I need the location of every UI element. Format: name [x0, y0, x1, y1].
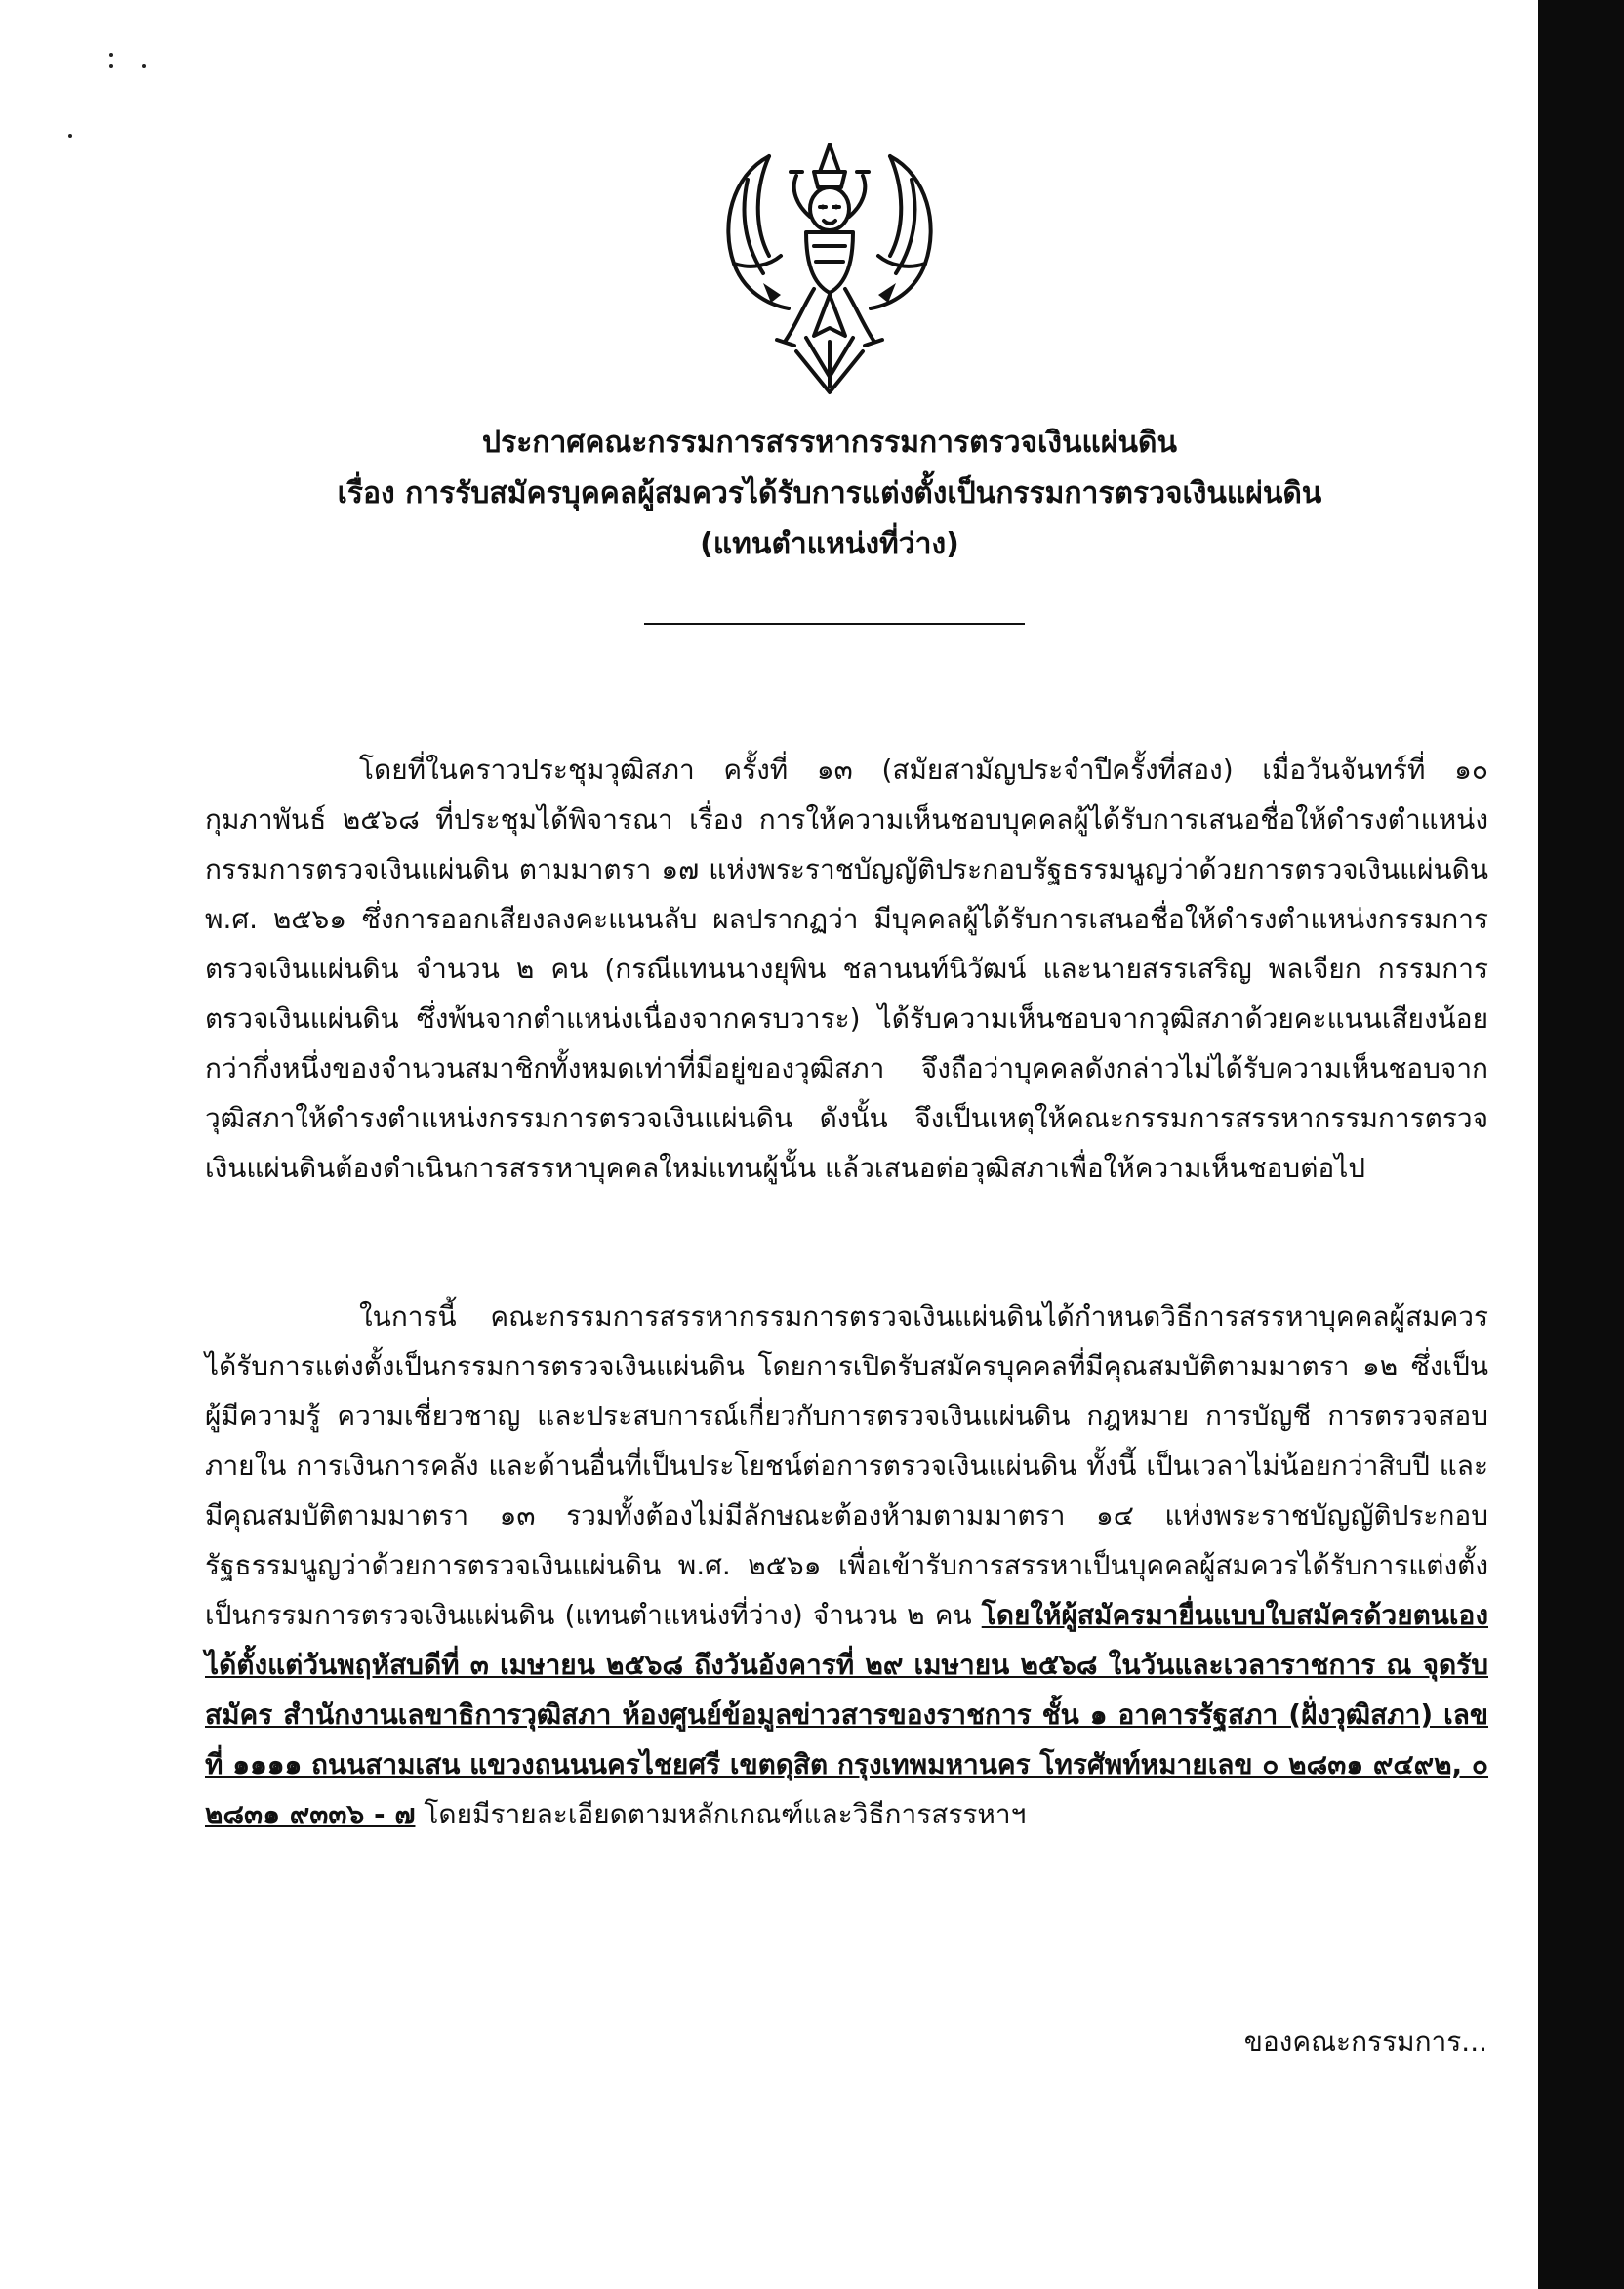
- announcement-title: [176, 418, 1483, 570]
- scan-speck: [109, 64, 113, 68]
- scan-right-edge: [1538, 0, 1624, 2289]
- application-details-underlined: โดยให้ผู้สมัครมายื่นแบบใบสมัครด้วยตนเองได้ตั้งแต่วันพฤหัสบดีที่ ๓ เมษายน ๒๕๖๘ ถึงวันอังคารที่ ๒๙ เมษายน ๒๕๖๘ ในวันและเวลาราชการ ณ จุดรับสมัคร สำนักงานเลขาธิการวุฒิสภา ห้องศูนย์ข้อมูลข่าวสารของราชการ ชั้น ๑ อาคารรัฐสภา (ฝั่งวุฒิสภา) เลขที่ ๑๑๑๑ ถนนสามเสน แขวงถนนนครไชยศรี เขตดุสิต กรุงเทพมหานคร โทรศัพท์หมายเลข ๐ ๒๘๓๑ ๙๔๙๒, ๐ ๒๘๓๑ ๙๓๓๖ - ๗: [205, 1599, 1489, 1830]
- page-continuation: ของคณะกรรมการ...: [1243, 2025, 1487, 2058]
- garuda-emblem-icon: [712, 137, 947, 400]
- body-paragraph-2: [205, 1291, 1488, 1839]
- paragraph-2-tail: โดยมีรายละเอียดตามหลักเกณฑ์และวิธีการสรรหาฯ: [415, 1798, 1027, 1830]
- title-divider: [644, 623, 1025, 625]
- scan-speck: [142, 64, 146, 68]
- scan-speck: [109, 53, 113, 57]
- body-paragraph-1: โดยที่ในคราวประชุมวุฒิสภา ครั้งที่ ๑๓ (สมัยสามัญประจำปีครั้งที่สอง) เมื่อวันจันทร์ที่ ๑๐ กุมภาพันธ์ ๒๕๖๘ ที่ประชุมได้พิจารณา เรื่อง การให้ความเห็นชอบบุคคลผู้ได้รับการเสนอชื่อให้ดำรงตำแหน่งกรรมการตรวจเงินแผ่นดิน ตามมาตรา ๑๗ แห่งพระราชบัญญัติประกอบรัฐธรรมนูญว่าด้วยการตรวจเงินแผ่นดิน พ.ศ. ๒๕๖๑ ซึ่งการออกเสียงลงคะแนนลับ ผลปรากฏว่า มีบุคคลผู้ได้รับการเสนอชื่อให้ดำรงตำแหน่งกรรมการตรวจเงินแผ่นดิน จำนวน ๒ คน (กรณีแทนนางยุพิน ชลานนท์นิวัฒน์ และนายสรรเสริญ พลเจียก กรรมการตรวจเงินแผ่นดิน ซึ่งพ้นจากตำแหน่งเนื่องจากครบวาระ) ได้รับความเห็นชอบจากวุฒิสภาด้วยคะแนนเสียงน้อยกว่ากึ่งหนึ่งของจำนวนสมาชิกทั้งหมดเท่าที่มีอยู่ของวุฒิสภา จึงถือว่าบุคคลดังกล่าวไม่ได้รับความเห็นชอบจากวุฒิสภาให้ดำรงตำแหน่งกรรมการตรวจเงินแผ่นดิน ดังนั้น จึงเป็นเหตุให้คณะกรรมการสรรหากรรมการตรวจเงินแผ่นดินต้องดำเนินการสรรหาบุคคลใหม่แทนผู้นั้น แล้วเสนอต่อวุฒิสภาเพื่อให้ความเห็นชอบต่อไป: [205, 754, 1488, 1184]
- title-line-3: (แทนตำแหน่งที่ว่าง): [700, 527, 959, 561]
- title-line-1: ประกาศคณะกรรมการสรรหากรรมการตรวจเงินแผ่นดิน: [482, 426, 1177, 460]
- paragraph-2-text: ในการนี้ คณะกรรมการสรรหากรรมการตรวจเงินแผ่นดินได้กำหนดวิธีการสรรหาบุคคลผู้สมควรได้รับการแต่งตั้งเป็นกรรมการตรวจเงินแผ่นดิน โดยการเปิดรับสมัครบุคคลที่มีคุณสมบัติตามมาตรา ๑๒ ซึ่งเป็นผู้มีความรู้ ความเชี่ยวชาญ และประสบการณ์เกี่ยวกับการตรวจเงินแผ่นดิน กฎหมาย การบัญชี การตรวจสอบภายใน การเงินการคลัง และด้านอื่นที่เป็นประโยชน์ต่อการตรวจเงินแผ่นดิน ทั้งนี้ เป็นเวลาไม่น้อยกว่าสิบปี และมีคุณสมบัติตามมาตรา ๑๓ รวมทั้งต้องไม่มีลักษณะต้องห้ามตามมาตรา ๑๔ แห่งพระราชบัญญัติประกอบรัฐธรรมนูญว่าด้วยการตรวจเงินแผ่นดิน พ.ศ. ๒๕๖๑ เพื่อเข้ารับการสรรหาเป็นบุคคลผู้สมควรได้รับการแต่งตั้งเป็นกรรมการตรวจเงินแผ่นดิน (แทนตำแหน่งที่ว่าง) จำนวน ๒ คน: [205, 1300, 1488, 1631]
- title-line-2: เรื่อง การรับสมัครบุคคลผู้สมควรได้รับการแต่งตั้งเป็นกรรมการตรวจเงินแผ่นดิน: [337, 476, 1322, 511]
- scan-speck: [68, 134, 72, 138]
